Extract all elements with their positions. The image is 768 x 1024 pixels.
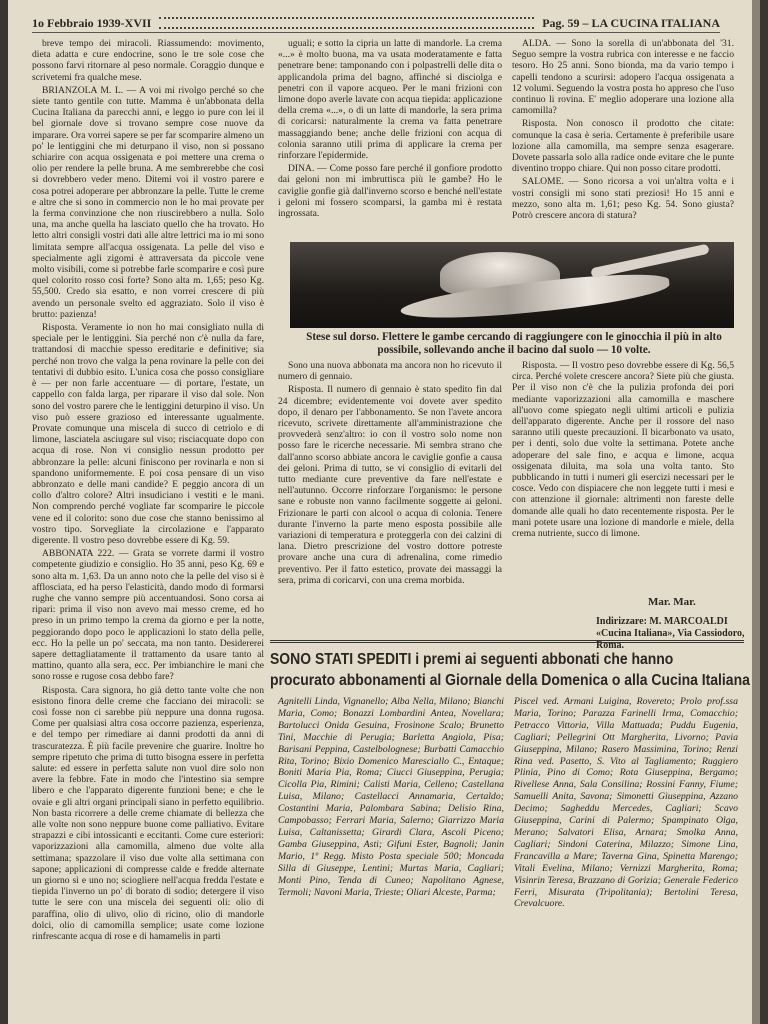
article-paragraph: uguali; e sotto la cipria un latte di mandorle. La crema «...» è molto buona, ma va usata moderatamente e fatta penetrare bene: tamponando con i polpastrelli delle dita o applicandola prima del bagno, affinché si disciolga e penetri con il vapore acqueo. Per le mani frizioni con limone dopo averle lavate con acqua tiepida: applicazione della crema «...», o di un latte di mandorle, la sera prima di coricarsi: naturalmente la crema va fatta penetrare massaggiando bene; anche delle frizioni con acqua di colonia saranno utili prima di applicare la crema per rinforzare l'epidermide.	[278, 38, 502, 162]
header-ornament	[159, 17, 534, 29]
article-paragraph: SALOME. — Sono ricorsa a voi un'altra volta e i vostri consigli mi sono stati preziosi! Ho 15 anni e mezzo, sono alta m. 1,61; peso Kg. 54. Sono giusta? Potrò crescere ancora di statura?	[512, 176, 734, 222]
prize-banner	[270, 640, 750, 703]
winners-text: Agnitelli Linda, Vignanello; Alba Nella, Milano; Bianchi Maria, Como; Bonazzi Lombardini Antea, Novellara; Bartolucci Onida Gesuina, Frosinone Scalo; Brunetto Tini, Macchie di Perugia; Barletta Angiola, Pisa; Barisani Peppina, Castelbolognese; Burbatti Camacchio Rita, Torino; Bixio Domenico Maresciallo C., Entaque; Boniti Maria Pia, Roma; Ciucci Giuseppina, Perugia; Cicolla Pia, Rimini; Calisti Maria, Celleno; Castellana Luisa, Milano; Castellacci Annamaria, Certaldo; Costantini Maria, Palombara Sabina; Delisio Rina, Campobasso; Ferrari Maria, Salerno; Giarrizzo Maria Luisa, Caltanissetta; Girardi Clara, Ascoli Piceno; Gamba Giuseppina, Asti; Gifuni Ester, Bagnoli; Janin Mario, 1º Regg. Misto Posta speciale 500; Moncada Silla di Giuseppe, Lentini; Murtas Maria, Cagliari; Monti Pino, Tenda di Cuneo; Napolitano Agnese, Termoli; Navoni Maria, Trieste; Oliari Alceste, Parma;	[278, 696, 504, 898]
column-3-top	[512, 38, 734, 238]
banner-line-1	[270, 649, 697, 670]
column-2-top	[278, 38, 502, 238]
header-date: 1o Febbraio 1939-XVII	[32, 15, 152, 30]
column-3-bottom	[512, 360, 734, 540]
article-paragraph: Risposta. Non conosco il prodotto che citate: comunque la casa è seria. Certamente è preferibile usare lozione alla camomilla, ma sempre senza esagerare. Dovete passarla solo alla radice onde evitare che le punte diventino troppo chiare. Qui non posso citare prodotti.	[512, 118, 734, 175]
banner-lead: SONO STATI SPEDITI	[270, 651, 412, 668]
photo-figure-arm	[590, 244, 709, 279]
article-paragraph: ABBONATA 222. — Grata se vorrete darmi il vostro competente giudizio e consiglio. Ho 35 anni, peso Kg. 69 e sono alta m. 1,63. Da un anno noto che la pelle del viso si è afflosciata, ed ha perso l'elasticità, dando modo di formarsi rughe che vanno sempre più accentuandosi. Sono corsa ai ripari: prima il viso non avevo mai messo creme, ed ho preso in un primo tempo la crema da giorno e per la notte, peggiorando dopo poco le applicazioni lo stato della pelle, ecc. Ho la pelle un po' seccata, ma non tanto. Desidererei sapere dettagliatamente il trattamento da usare tanto al mattino, quanto alla sera, ecc. Per imbianchire le mani che sono rosse e rugose cosa debbo fare?	[32, 548, 264, 683]
column-2-bottom	[278, 360, 502, 586]
page-header	[32, 14, 720, 33]
page-spine	[752, 0, 760, 1024]
magazine-page	[8, 0, 760, 1024]
article-paragraph: DINA. — Come posso fare perché il gonfiore prodotto dai geloni non mi imbruttisca più le gambe? Ho le caviglie gonfie già dall'inverno scorso e benché nell'estate i geloni mi fossero scomparsi, la gamba mi è restata ingrossata.	[278, 163, 502, 220]
author-signature: Mar. Mar.	[648, 596, 696, 608]
article-paragraph: ALDA. — Sono la sorella di un'abbonata del '31. Seguo sempre la vostra rubrica con interesse e ne faccio tesoro. Ho 25 anni. Sono bionda, ma da vario tempo i capelli tendono a scurirsi: adopero l'acqua ossigenata a 12 volumi. Seguendo la vostra posta ho appreso che l'uso continuo li rovina. E' meglio adoperare una lozione alla camomilla?	[512, 38, 734, 117]
article-paragraph: Risposta. Cara signora, ho già detto tante volte che non esistono finora delle creme che facciano dei miracoli: se così fosse non ci sarebbe più neppure una donna rugosa. Come per qualsiasi altra cosa occorre pazienza, esperienza, e del tempo per rimediare ai danni prodotti da anni di trascuratezza. È più facile prevenire che guarire. Inoltre ho sempre ripetuto che prima di tutto bisogna essere in perfetta salute: ed essere in perfetta salute non vuol dire solo non avere la febbre. Fate in modo che l'intestino sia sempre libero e che l'apparato digerente funzioni bene; e che le ovaie e gli altri organi principali siano in perfetto equilibrio. Non basta ricorrere a delle creme chiamate di bellezza che alle volte non sono neppure buone come palliativo. Evitare strapazzi e cibi intossicanti e eccitanti. Come cure esteriori: vaporizzazioni alla camomilla, almeno due volte alla settimana; spazzolare il viso due volte alla settimana con sapone; applicazioni di compresse calde e fredde alternate un giorno sì e uno no; sciogliere nell'acqua fredda l'estate e tiepida l'inverno un po' di borato di sodio; detergere il viso tutte le sere con una miscela dei seguenti oli: olio di paraffina, olio di ulivo, olio di ricino, olio di mandorle dolci, olio di camomilla semplice; usate come lozione rinfrescante acqua di rose e di hamamelis in parti	[32, 684, 264, 943]
winners-list-2	[514, 696, 738, 1008]
header-title: Pag. 59 – LA CUCINA ITALIANA	[542, 15, 720, 30]
column-1	[32, 38, 264, 1016]
banner-rest: i premi ai seguenti abbonati che hanno	[411, 651, 674, 668]
author-address: Indirizzare: M. MARCOALDI «Cucina Italiana», Via Cassiodoro, Roma.	[596, 616, 745, 651]
article-paragraph: breve tempo dei miracoli. Riassumendo: movimento, dieta adatta e cure endocrine, sono le tre sole cose che possono farvi ritornare al peso normale. Coraggio dunque e scrivetemi fra qualche mese.	[32, 38, 264, 83]
article-paragraph: Risposta. Il numero di gennaio è stato spedito fin dal 24 dicembre; evidentemente voi dovete aver spedito dopo, il denaro per l'abbonamento. Se non l'avete ancora ricevuto, scrivete direttamente all'amministrazione che provvederà senz'altro: io con il vostro solo nome non posso fare le ricerche necessarie. Mi sembra strano che dall'anno scorso abbiate ancora le caviglie gonfie a causa dei geloni. Prima di tutto, se vi consiglio di evitarli del tutto mediante cure preventive da fare nell'estate e nell'autunno. Occorre rinforzare l'organismo: le persone sane e robuste non vanno facilmente soggette ai geloni. Frizionare le parti con alcool o acqua di colonia. Tenere durante l'inverno la parte meno esposta possibile alle variazioni di temperatura e proteggerla con dei calzini di lana. Dietro prescrizione del vostro dottore potreste provare anche una cura di adrenalina, come rimedio preventivo. Per il fatto estetico, provate dei massaggi la sera, prima di coricarvi, con una crema morbida.	[278, 384, 502, 586]
winners-list-1	[278, 696, 504, 1008]
article-paragraph: Risposta. Veramente io non ho mai consigliato nulla di speciale per le lentiggini. Sia perché non c'è nulla da fare, trattandosi di macchie spesso ereditarie e definitive; sia perché non trovo che valga la pena rovinare la pelle con dei tentativi di dubbio esito. L'unica cosa che posso consigliare è — per non farle accentuare — di portare, l'estate, un cappello con falda larga, per riparare il viso dal sole. Non sono del vostro parere che le lentiggini deturpino il viso. Un viso può essere grazioso ed interessante ugualmente. Provate comunque una miscela di succo di cetriolo e di limone, lasciatela asciugare sul viso; risciacquate dopo con acqua di rose. Non vi consiglio nessun prodotto per abbronzare la pelle: alcuni finiscono per rovinarla e non si spandono uniformemente. E poi cosa pensare di un viso abbronzato e delle mani candide? E peggio ancora di un collo d'altro colore? Altri insudiciano i vestiti e le mani. Non comprendo perché vogliate far scomparire le piccole vene ed il colorito: sono due cose che stanno benissimo al vostro tipo. Sorvegliate la circolazione e l'apparato digerente. Il vostro peso dovrebbe essere di Kg. 59.	[32, 322, 264, 546]
exercise-photo	[290, 242, 734, 328]
photo-caption: Stese sul dorso. Flettere le gambe cercando di raggiungere con le ginocchia il più in alto possibile, sollevando anche il bacino dal suolo — 10 volte.	[306, 331, 722, 356]
winners-text: Piscel ved. Armani Luigina, Rovereto; Prolo prof.ssa Maria, Torino; Parazza Farinelli Irma, Comacchio; Petracco Vittoria, Villa Mattuada; Puddu Eugenia, Cagliari; Pellegrini Ott Margherita, Livorno; Pavia Giuseppina, Milano; Rasero Massimina, Torino; Renzi Rina ved. Pasetto, S. Vito al Tagliamento; Ruggiero Plinia, Pino di Como; Rota Giuseppina, Bergamo; Rivellese Anna, Sala Consilina; Rossini Fanny, Fiume; Samuelli Anita, Savona; Simonetti Giuseppina, Azzano Decimo; Sagheddu Mercedes, Cagliari; Scavo Giuseppina, Carini di Palermo; Spampinato Olga, Merano; Salvatori Elisa, Arnara; Smolka Anna, Cagliari; Sindoni Caterina, Milazzo; Simone Lina, Francavilla a Mare; Taverna Gina, Spinetta Marengo; Vitali Evelina, Milano; Vernizzi Margherita, Roma; Visinrin Teresa, Brazzano di Gorizia; Generale Federico Ferri, Misurata (Tripolitania); Bertolini Teresa, Crevalcuore.	[514, 696, 738, 910]
article-paragraph: Risposta. — Il vostro peso dovrebbe essere di Kg. 56,5 circa. Perché volete crescere ancora? Siete più che giusta. Per il viso non c'è che la pulizia profonda dei pori mediante vaporizzazioni alla camomilla e maschere all'uovo come spiegato negli ultimi articoli e pulizia dell'apparato digerente. Anche per il rossore del naso saranno utili queste precauzioni. Il bicarbonato va usato, per i denti, solo due volte la settimana. Potete anche adoperare del sale fino, e acqua e limone, acqua ossigenata diluita, ma sola una volta tanto. Sto pubblicando in tutti i numeri gli esercizi necessari per le cosce. Vedo con dispiacere che non leggete tutti i mesi e con attenzione il giornale: altrimenti non fareste delle domande alle quali ho dato recentemente risposta. Per le mani potete usare una lozione di mandorle e miele, della crema nutriente, succo di limone.	[512, 360, 734, 540]
article-paragraph: BRIANZOLA M. L. — A voi mi rivolgo perché so che siete tanto gentile con tutte. Mamma è un'abbonata della Cucina Italiana da parecchi anni, e leggo io pure con lei il bel giornale dove si trovano sempre cose nuove da imparare. Ora vorrei sapere se per far scomparire almeno un po' le lentiggini che mi deturpano il viso, non si possano schiarire con acqua ossigenata e poi mettere una crema o olio per rendere la pelle bruna. A me sembrerebbe che così si dovrebbero veder meno. Ditemi voi il vostro parere e cosa potrei adoperare per abbronzare la pelle. Tutte le creme e altre che si sono in commercio non le ho mai provate per la ferma convinzione che non riuscirebbero a nulla. Solo una, ma anche quella ha lasciato quello che ha trovato. Ho letto altri consigli vostri dati alle altre lettrici ma io mi sono limitata sempre all'acqua ossigenata. La pelle del viso e specialmente agli zigomi è attraversata da piccole vene molto visibili, come si potrebbe farle scomparire e così pure quel colorito rosso così forte? Sono alta m. 1,65; peso Kg. 55,500. Credo sia esatto, e non vorrei crescere di più avendo un personale svelto ed aggraziato. Solo il viso è brutto: pazienza!	[32, 84, 264, 320]
banner-line-2: procurato abbonamenti al Giornale della Domenica o alla Cucina Italiana	[270, 672, 750, 689]
article-paragraph: Sono una nuova abbonata ma ancora non ho ricevuto il numero di gennaio.	[278, 360, 502, 383]
